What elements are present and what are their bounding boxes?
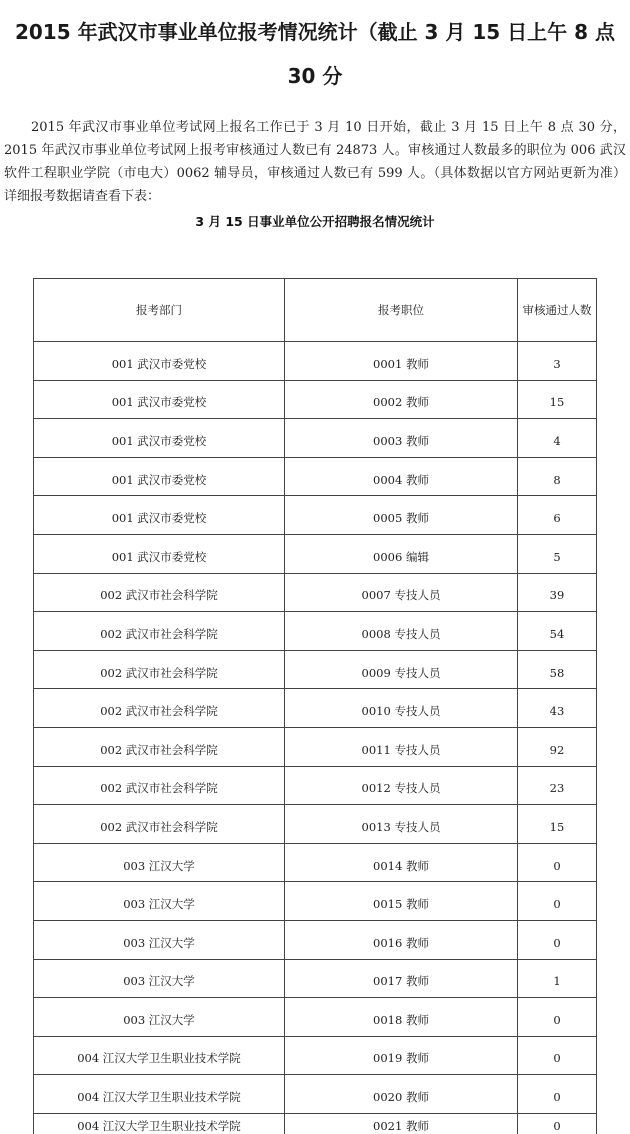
cell-department: 003 江汉大学 bbox=[34, 998, 285, 1037]
cell-position: 0001 教师 bbox=[285, 342, 518, 381]
page-title: 2015 年武汉市事业单位报考情况统计（截止 3 月 15 日上午 8 点 30 分 bbox=[14, 20, 616, 88]
cell-position: 0021 教师 bbox=[285, 1113, 518, 1134]
table-row bbox=[34, 380, 597, 419]
cell-approved-count: 58 bbox=[518, 650, 597, 689]
header-position: 报考职位 bbox=[285, 279, 518, 342]
cell-department: 003 江汉大学 bbox=[34, 959, 285, 998]
registration-table bbox=[33, 278, 597, 1134]
cell-position: 0013 专技人员 bbox=[285, 805, 518, 844]
table-row bbox=[34, 612, 597, 651]
table-row bbox=[34, 920, 597, 959]
table-row bbox=[34, 727, 597, 766]
cell-position: 0012 专技人员 bbox=[285, 766, 518, 805]
cell-approved-count: 0 bbox=[518, 1036, 597, 1075]
cell-department: 001 武汉市委党校 bbox=[34, 496, 285, 535]
cell-approved-count: 15 bbox=[518, 380, 597, 419]
table-row bbox=[34, 1036, 597, 1075]
table-row bbox=[34, 998, 597, 1037]
cell-position: 0020 教师 bbox=[285, 1075, 518, 1114]
cell-position: 0002 教师 bbox=[285, 380, 518, 419]
cell-department: 001 武汉市委党校 bbox=[34, 419, 285, 458]
cell-approved-count: 3 bbox=[518, 342, 597, 381]
cell-department: 001 武汉市委党校 bbox=[34, 380, 285, 419]
header-row bbox=[34, 279, 597, 342]
cell-department: 002 武汉市社会科学院 bbox=[34, 689, 285, 728]
cell-approved-count: 8 bbox=[518, 457, 597, 496]
table-row bbox=[34, 342, 597, 381]
table-row bbox=[34, 882, 597, 921]
table-row bbox=[34, 573, 597, 612]
table-header bbox=[34, 279, 597, 342]
table-row bbox=[34, 650, 597, 689]
table-body bbox=[34, 342, 597, 1134]
cell-position: 0018 教师 bbox=[285, 998, 518, 1037]
cell-position: 0017 教师 bbox=[285, 959, 518, 998]
cell-position: 0004 教师 bbox=[285, 457, 518, 496]
table-caption: 3 月 15 日事业单位公开招聘报名情况统计 bbox=[195, 214, 435, 229]
cell-approved-count: 0 bbox=[518, 882, 597, 921]
cell-position: 0008 专技人员 bbox=[285, 612, 518, 651]
cell-department: 004 江汉大学卫生职业技术学院 bbox=[34, 1113, 285, 1134]
cell-approved-count: 92 bbox=[518, 727, 597, 766]
table-row bbox=[34, 419, 597, 458]
cell-position: 0016 教师 bbox=[285, 920, 518, 959]
cell-department: 001 武汉市委党校 bbox=[34, 534, 285, 573]
cell-approved-count: 0 bbox=[518, 843, 597, 882]
cell-department: 004 江汉大学卫生职业技术学院 bbox=[34, 1036, 285, 1075]
cell-approved-count: 5 bbox=[518, 534, 597, 573]
cell-department: 002 武汉市社会科学院 bbox=[34, 573, 285, 612]
table-row bbox=[34, 534, 597, 573]
table-row bbox=[34, 1113, 597, 1134]
cell-approved-count: 0 bbox=[518, 1113, 597, 1134]
cell-position: 0019 教师 bbox=[285, 1036, 518, 1075]
cell-department: 002 武汉市社会科学院 bbox=[34, 612, 285, 651]
table-row bbox=[34, 766, 597, 805]
cell-approved-count: 0 bbox=[518, 920, 597, 959]
cell-position: 0005 教师 bbox=[285, 496, 518, 535]
cell-position: 0003 教师 bbox=[285, 419, 518, 458]
cell-department: 002 武汉市社会科学院 bbox=[34, 805, 285, 844]
cell-position: 0009 专技人员 bbox=[285, 650, 518, 689]
table-row bbox=[34, 959, 597, 998]
cell-approved-count: 0 bbox=[518, 1075, 597, 1114]
cell-approved-count: 39 bbox=[518, 573, 597, 612]
cell-department: 002 武汉市社会科学院 bbox=[34, 727, 285, 766]
cell-position: 0015 教师 bbox=[285, 882, 518, 921]
cell-position: 0014 教师 bbox=[285, 843, 518, 882]
cell-department: 001 武汉市委党校 bbox=[34, 342, 285, 381]
cell-position: 0006 编辑 bbox=[285, 534, 518, 573]
table-row bbox=[34, 457, 597, 496]
table-row bbox=[34, 689, 597, 728]
cell-position: 0007 专技人员 bbox=[285, 573, 518, 612]
cell-department: 003 江汉大学 bbox=[34, 920, 285, 959]
cell-department: 004 江汉大学卫生职业技术学院 bbox=[34, 1075, 285, 1114]
cell-approved-count: 43 bbox=[518, 689, 597, 728]
cell-department: 002 武汉市社会科学院 bbox=[34, 766, 285, 805]
cell-department: 001 武汉市委党校 bbox=[34, 457, 285, 496]
table-row bbox=[34, 843, 597, 882]
cell-approved-count: 23 bbox=[518, 766, 597, 805]
table-row bbox=[34, 496, 597, 535]
cell-approved-count: 0 bbox=[518, 998, 597, 1037]
cell-position: 0011 专技人员 bbox=[285, 727, 518, 766]
cell-approved-count: 54 bbox=[518, 612, 597, 651]
header-approved-count: 审核通过人数 bbox=[518, 279, 597, 342]
cell-approved-count: 6 bbox=[518, 496, 597, 535]
header-department: 报考部门 bbox=[34, 279, 285, 342]
cell-department: 003 江汉大学 bbox=[34, 882, 285, 921]
cell-approved-count: 1 bbox=[518, 959, 597, 998]
cell-position: 0010 专技人员 bbox=[285, 689, 518, 728]
cell-approved-count: 4 bbox=[518, 419, 597, 458]
table-row bbox=[34, 1075, 597, 1114]
intro-paragraph: 2015 年武汉市事业单位考试网上报名工作已于 3 月 10 日开始，截止 3 月 15 日上午 8 点 30 分，2015 年武汉市事业单位考试网上报考审核通过人数已有 24873 人。审核通过人数最多的职位为 006 武汉软件工程职业学院（市电大）0062 辅导员，审核通过人数已有 599 人。（具体数据以官方网站更新为准）详细报考数据请查看下表： bbox=[4, 120, 626, 204]
cell-department: 003 江汉大学 bbox=[34, 843, 285, 882]
table-row bbox=[34, 805, 597, 844]
cell-department: 002 武汉市社会科学院 bbox=[34, 650, 285, 689]
cell-approved-count: 15 bbox=[518, 805, 597, 844]
